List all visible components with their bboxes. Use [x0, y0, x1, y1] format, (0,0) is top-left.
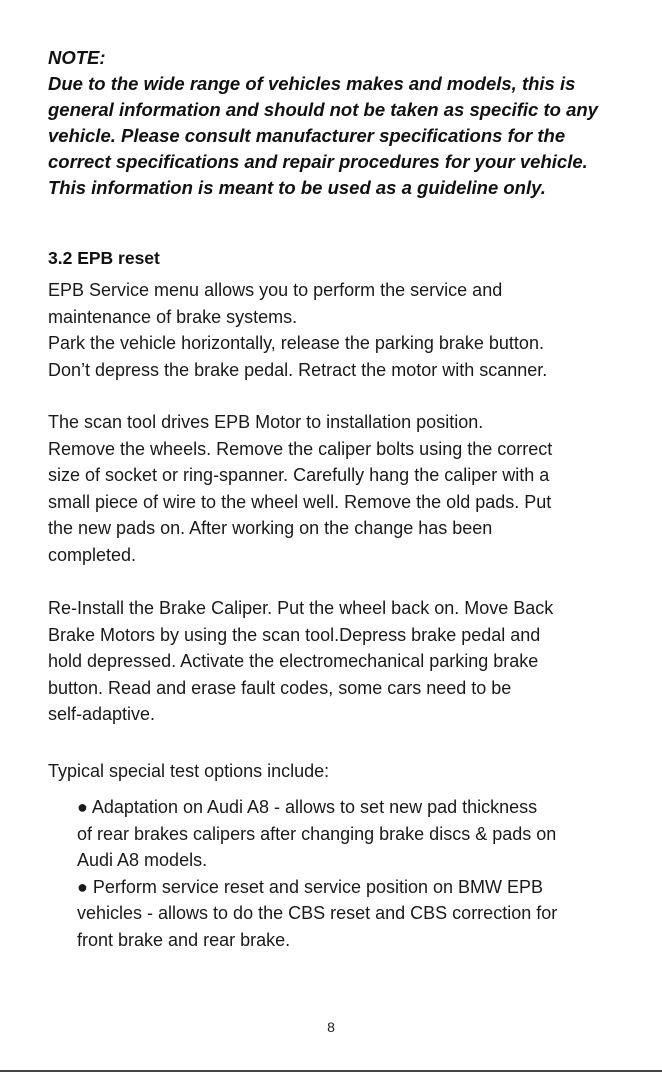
paragraph-line: EPB Service menu allows you to perform the service and	[48, 280, 503, 300]
paragraph-line: The scan tool drives EPB Motor to installation position.	[48, 412, 484, 432]
options-intro: Typical special test options include:	[48, 761, 330, 781]
paragraph-line: hold depressed. Activate the electromechanical parking brake	[48, 651, 539, 671]
disclaimer-note	[48, 45, 628, 201]
list-item: Audi A8 models.	[77, 850, 208, 870]
page-number: 8	[327, 1019, 335, 1035]
paragraph-line: Don’t depress the brake pedal. Retract the motor with scanner.	[48, 359, 548, 380]
note-line: general information and should not be taken as specific to any	[48, 99, 598, 120]
list-item: ● Adaptation on Audi A8 - allows to set new pad thickness	[77, 797, 538, 817]
note-line: This information is meant to be used as a guideline only.	[48, 177, 546, 198]
paragraph-line: small piece of wire to the wheel well. Remove the old pads. Put	[48, 491, 552, 512]
paragraph-line: self-adaptive.	[48, 704, 156, 724]
paragraph-line: Re-Install the Brake Caliper. Put the wheel back on. Move Back	[48, 598, 554, 618]
note-line: correct specifications and repair procedures for your vehicle.	[48, 151, 588, 172]
paragraph-line: Remove the wheels. Remove the caliper bolts using the correct	[48, 438, 553, 459]
list-item: ● Perform service reset and service position on BMW EPB	[77, 876, 544, 897]
options-list	[77, 794, 637, 953]
note-line: vehicle. Please consult manufacturer specifications for the	[48, 125, 566, 146]
list-item: of rear brakes calipers after changing brake discs & pads on	[77, 823, 557, 844]
paragraph-intro	[48, 277, 638, 383]
paragraph-line: size of socket or ring-spanner. Carefully hang the caliper with a	[48, 465, 550, 485]
paragraph-line: button. Read and erase fault codes, some cars need to be	[48, 677, 512, 698]
note-line: NOTE:	[48, 47, 106, 68]
list-item: vehicles - allows to do the CBS reset and CBS correction for	[77, 903, 558, 923]
paragraph-reinstall	[48, 595, 638, 728]
paragraph-procedure	[48, 409, 638, 568]
section-heading: 3.2 EPB reset	[48, 248, 160, 268]
note-line: Due to the wide range of vehicles makes and models, this is	[48, 73, 576, 94]
paragraph-line: the new pads on. After working on the change has been	[48, 518, 493, 538]
paragraph-line: Brake Motors by using the scan tool.Depress brake pedal and	[48, 624, 541, 645]
paragraph-line: Park the vehicle horizontally, release the parking brake button.	[48, 333, 544, 353]
paragraph-line: completed.	[48, 544, 137, 565]
paragraph-line: maintenance of brake systems.	[48, 306, 298, 327]
list-item: front brake and rear brake.	[77, 929, 291, 950]
